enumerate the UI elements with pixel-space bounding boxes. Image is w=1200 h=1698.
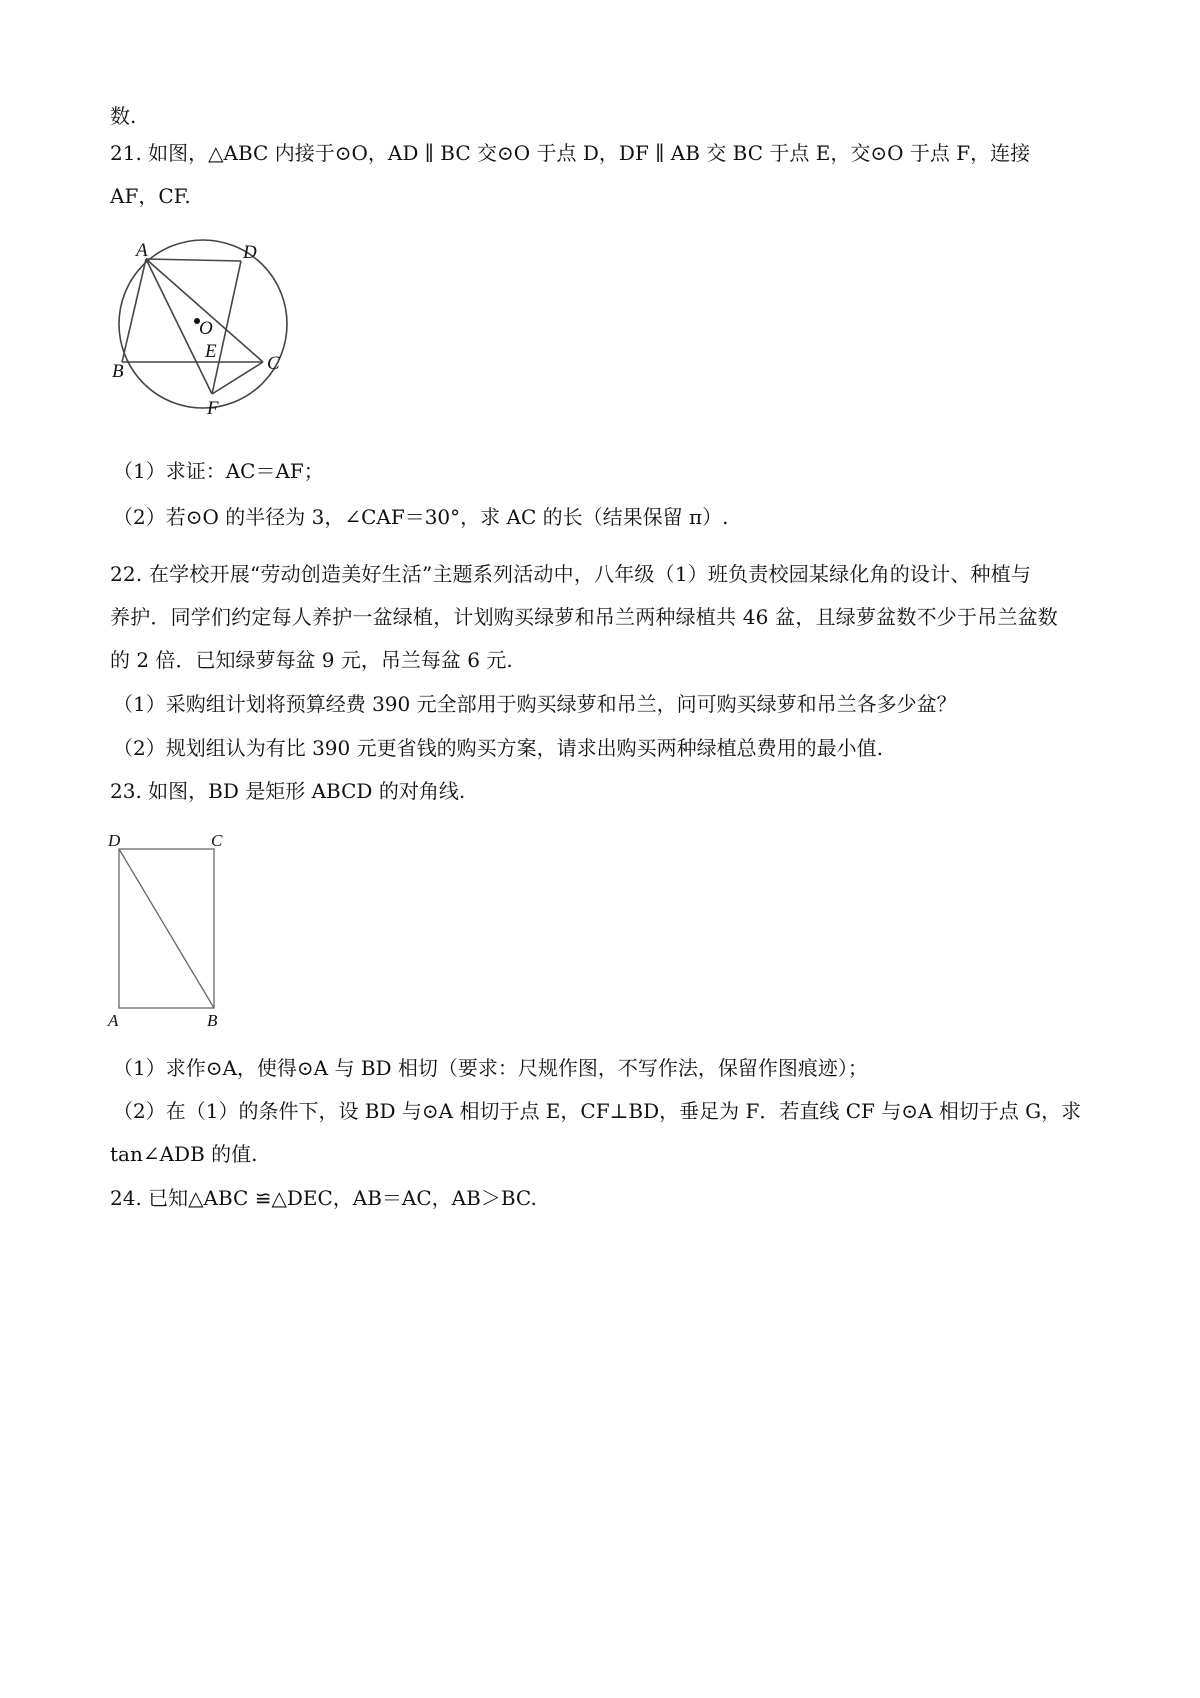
q23-stem: 23. 如图，BD 是矩形 ABCD 的对角线. bbox=[110, 779, 466, 803]
diagonal-bd bbox=[119, 849, 214, 1008]
q22-part1: （1）采购组计划将预算经费 390 元全部用于购买绿萝和吊兰，问可购买绿萝和吊兰各多少盆？ bbox=[113, 692, 957, 716]
q21-part2: （2）若⊙O 的半径为 3，∠CAF＝30°，求 AC 的长（结果保留 π）. bbox=[113, 505, 729, 529]
label-b: B bbox=[112, 361, 124, 382]
q23-part2: （2）在（1）的条件下，设 BD 与⊙A 相切于点 E，CF⊥BD，垂足为 F．若直线 CF 与⊙A 相切于点 G，求 bbox=[113, 1099, 1082, 1123]
q22-stem-line1: 22. 在学校开展“劳动创造美好生活”主题系列活动中，八年级（1）班负责校园某绿化角的设计、种植与 bbox=[110, 562, 1032, 586]
label-c: C bbox=[267, 353, 280, 374]
q23-part2-continued: tan∠ADB 的值. bbox=[110, 1142, 258, 1166]
label-f: F bbox=[207, 398, 219, 419]
label-b: B bbox=[207, 1011, 218, 1030]
q24-stem: 24. 已知△ABC ≌△DEC，AB＝AC，AB＞BC. bbox=[110, 1186, 537, 1210]
figure-23-rectangle-diagram bbox=[100, 826, 260, 1036]
q23-part1: （1）求作⊙A，使得⊙A 与 BD 相切（要求：尺规作图，不写作法，保留作图痕迹）； bbox=[113, 1056, 868, 1080]
segment-ad bbox=[146, 259, 241, 261]
q21-stem-line1: 21. 如图，△ABC 内接于⊙O，AD ∥ BC 交⊙O 于点 D，DF ∥ AB 交 BC 于点 E，交⊙O 于点 F，连接 bbox=[110, 141, 1031, 165]
q22-stem-line3: 的 2 倍．已知绿萝每盆 9 元，吊兰每盆 6 元. bbox=[110, 648, 513, 672]
segment-df bbox=[212, 261, 241, 394]
label-a: A bbox=[108, 1011, 119, 1030]
q21-part1: （1）求证：AC＝AF； bbox=[113, 459, 324, 483]
label-c: C bbox=[211, 831, 223, 850]
segment-ab bbox=[122, 259, 146, 362]
figure-21-circle-diagram bbox=[108, 236, 308, 436]
previous-question-ending: 数. bbox=[110, 104, 137, 128]
q22-part2: （2）规划组认为有比 390 元更省钱的购买方案，请求出购买两种绿植总费用的最小值. bbox=[113, 736, 883, 760]
q21-stem-line2: AF，CF. bbox=[110, 184, 191, 208]
label-d: D bbox=[108, 831, 121, 850]
q22-stem-line2: 养护．同学们约定每人养护一盆绿植，计划购买绿萝和吊兰两种绿植共 46 盆，且绿萝盆数不少于吊兰盆数 bbox=[110, 605, 1058, 629]
label-d: D bbox=[243, 242, 257, 263]
label-a: A bbox=[136, 240, 148, 261]
label-e: E bbox=[205, 341, 217, 362]
label-o: O bbox=[199, 318, 213, 339]
